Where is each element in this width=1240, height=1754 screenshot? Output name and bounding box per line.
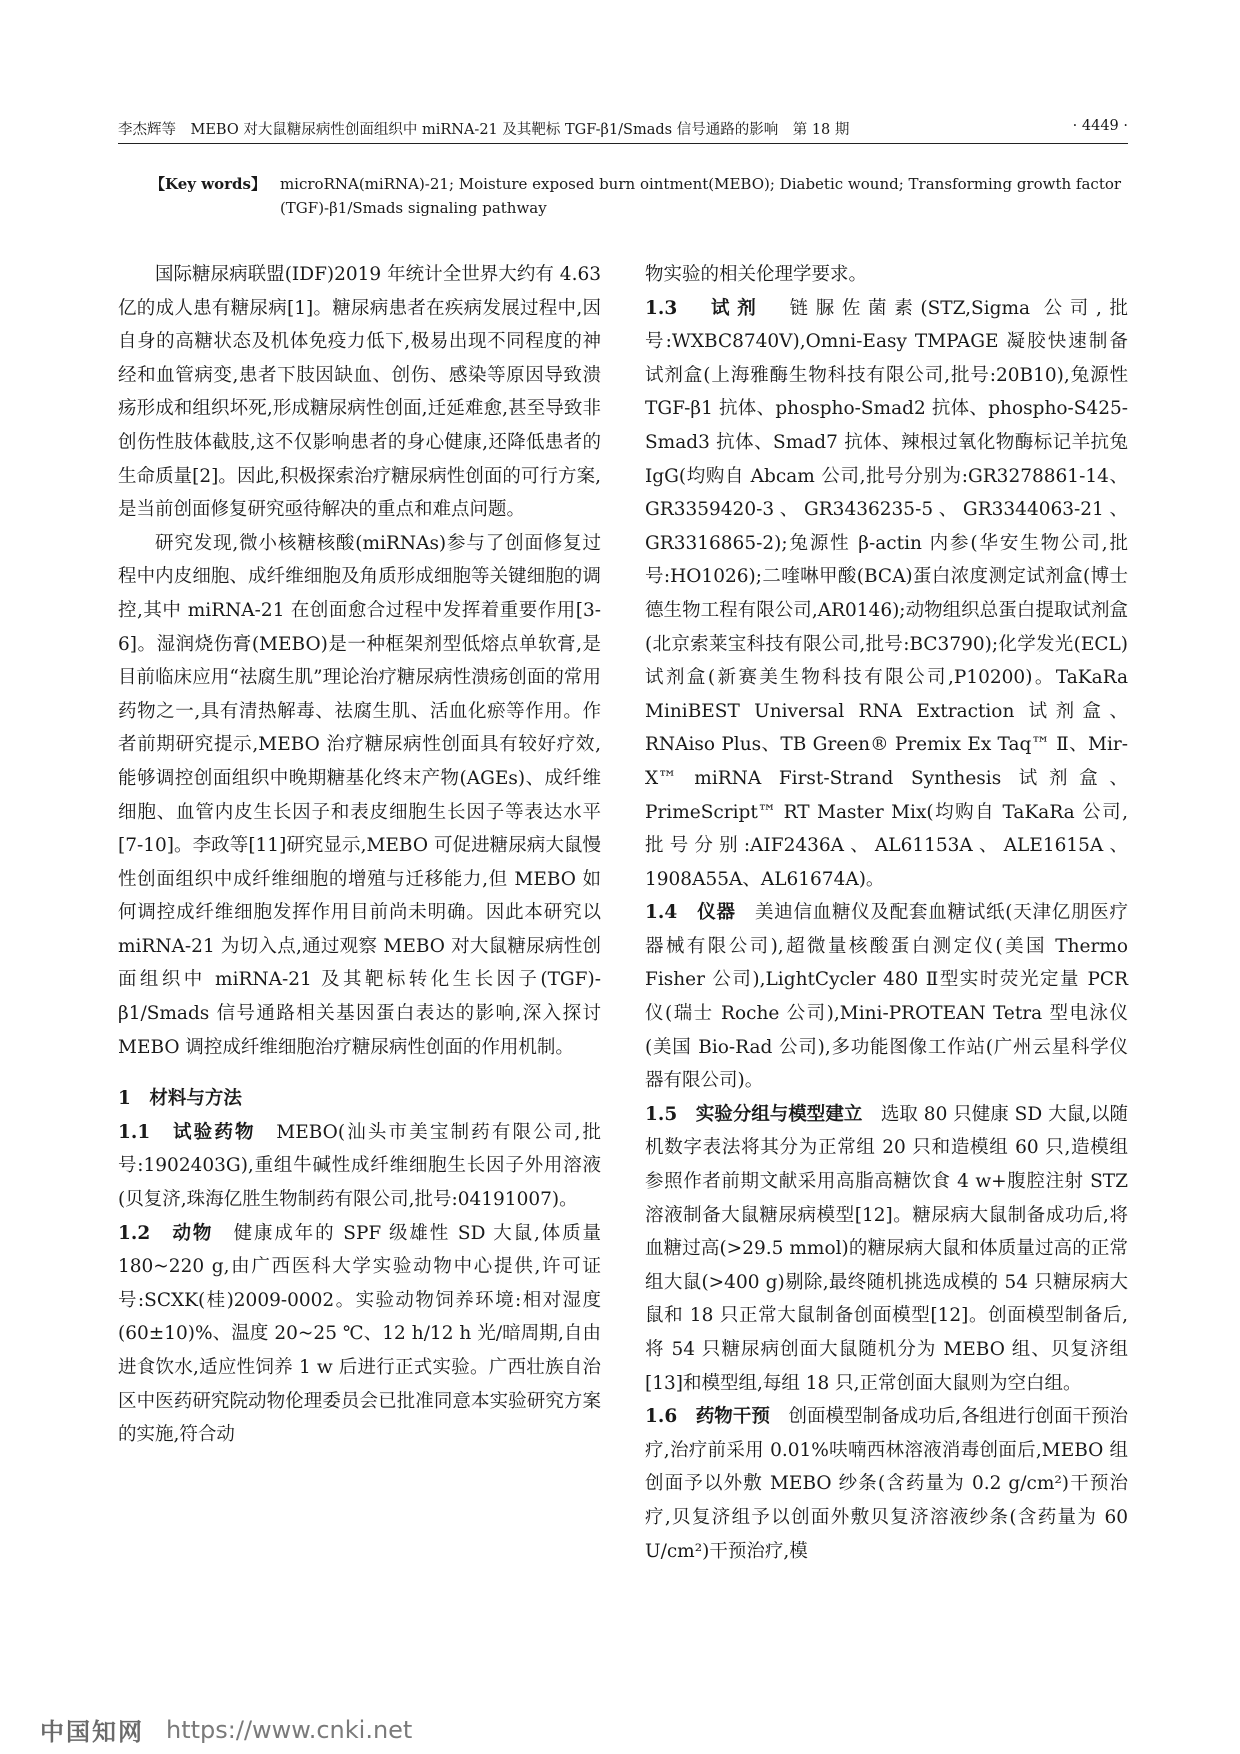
subsection-1-3 <box>645 292 1128 897</box>
keywords <box>150 172 1125 220</box>
subsection-1-3-body: 链脲佐菌素(STZ,Sigma 公司,批号:WXBC8740V),Omni-Easy TMPAGE 凝胶快速制备试剂盒(上海雅酶生物科技有限公司,批号:20B10),兔源性 TGF-β1 抗体、phospho-Smad2 抗体、phospho-S425-Smad3 抗体、Smad7 抗体、辣根过氧化物酶标记羊抗兔 IgG(均购自 Abcam 公司,批号分别为:GR3278861-14、GR3359420-3、GR3436235-5、GR3344063-21、GR3316865-2);兔源性 β-actin 内参(华安生物公司,批号:HO1026);二喹啉甲酸(BCA)蛋白浓度测定试剂盒(博士德生物工程有限公司,AR0146);动物组织总蛋白提取试剂盒(北京索莱宝科技有限公司,批号:BC3790);化学发光(ECL)试剂盒(新赛美生物科技有限公司,P10200)。TaKaRa MiniBEST Universal RNA Extraction 试剂盒、RNAiso Plus、TB Green® Premix Ex Taq™ Ⅱ、Mir-X™ miRNA First-Strand Synthesis 试剂盒、PrimeScript™ RT Master Mix(均购自 TaKaRa 公司,批号分别:AIF2436A、AL61153A、ALE1615A、1908A55A、AL61674A)。 <box>645 297 1128 890</box>
right-column <box>645 258 1128 1568</box>
running-header <box>118 118 1128 144</box>
subsection-1-1 <box>118 1116 601 1217</box>
subsection-1-1-heading: 1.1 试验药物 <box>118 1121 256 1143</box>
subsection-1-4-body: 美迪信血糖仪及配套血糖试纸(天津亿朋医疗器械有限公司),超微量核酸蛋白测定仪(美国 Thermo Fisher 公司),LightCycler 480 Ⅱ型实时荧光定量 PCR 仪(瑞士 Roche 公司),Mini-PROTEAN Tetra 型电泳仪(美国 Bio-Rad 公司),多功能图像工作站(广州云星科学仪器有限公司)。 <box>645 902 1128 1092</box>
subsection-1-6-heading: 1.6 药物干预 <box>645 1406 770 1428</box>
section-heading-methods: 1 材料与方法 <box>118 1088 242 1110</box>
header-title: 李杰辉等 MEBO 对大鼠糖尿病性创面组织中 miRNA-21 及其靶标 TGF-β1/Smads 信号通路的影响 第 18 期 <box>118 122 850 138</box>
subsection-1-4-heading: 1.4 仪器 <box>645 902 736 924</box>
subsection-1-2 <box>118 1217 601 1452</box>
page-number: · 4449 · <box>1072 118 1128 134</box>
cnki-url[interactable]: https://www.cnki.net <box>166 1715 413 1744</box>
subsection-1-5-heading: 1.5 实验分组与模型建立 <box>645 1103 863 1125</box>
subsection-1-4 <box>645 896 1128 1098</box>
subsection-1-6 <box>645 1400 1128 1568</box>
watermark-footer <box>40 1712 412 1747</box>
paragraph-intro-1: 国际糖尿病联盟(IDF)2019 年统计全世界大约有 4.63 亿的成人患有糖尿病[1]。糖尿病患者在疾病发展过程中,因自身的高糖状态及机体免疫力低下,极易出现不同程度的神经和血管病变,患者下肢因缺血、创伤、感染等原因导致溃疡形成和组织坏死,形成糖尿病性创面,迁延难愈,甚至导致非创伤性肢体截肢,这不仅影响患者的身心健康,还降低患者的生命质量[2]。因此,积极探索治疗糖尿病性创面的可行方案,是当前创面修复研究亟待解决的重点和难点问题。 <box>118 264 601 521</box>
keywords-text: microRNA(miRNA)-21; Moisture exposed burn ointment(MEBO); Diabetic wound; Transforming growth factor (TGF)-β1/Smads signaling pathway <box>279 175 1122 217</box>
subsection-1-5-body: 选取 80 只健康 SD 大鼠,以随机数字表法将其分为正常组 20 只和造模组 60 只,造模组参照作者前期文献采用高脂高糖饮食 4 w+腹腔注射 STZ 溶液制备大鼠糖尿病模型[12]。糖尿病大鼠制备成功后,将血糖过高(>29.5 mmol)的糖尿病大鼠和体质量过高的正常组大鼠(>400 g)剔除,最终随机挑选成模的 54 只糖尿病大鼠和 18 只正常大鼠制备创面模型[12]。创面模型制备后,将 54 只糖尿病创面大鼠随机分为 MEBO 组、贝复济组[13]和模型组,每组 18 只,正常创面大鼠则为空白组。 <box>645 1103 1129 1394</box>
subsection-1-3-heading: 1.3 试剂 <box>645 297 764 319</box>
left-column <box>118 258 601 1452</box>
subsection-1-2-body: 健康成年的 SPF 级雄性 SD 大鼠,体质量 180~220 g,由广西医科大学实验动物中心提供,许可证号:SCXK(桂)2009-0002。实验动物饲养环境:相对湿度(60±10)%、温度 20~25 ℃、12 h/12 h 光/暗周期,自由进食饮水,适应性饲养 1 w 后进行正式实验。广西壮族自治区中医药研究院动物伦理委员会已批准同意本实验研究方案的实施,符合动 <box>118 1222 602 1446</box>
subsection-1-5 <box>645 1098 1128 1400</box>
subsection-1-2-heading: 1.2 动物 <box>118 1222 214 1244</box>
paragraph-intro-2: 研究发现,微小核糖核酸(miRNAs)参与了创面修复过程中内皮细胞、成纤维细胞及角质形成细胞等关键细胞的调控,其中 miRNA-21 在创面愈合过程中发挥着重要作用[3-6]。湿润烧伤膏(MEBO)是一种框架剂型低熔点单软膏,是目前临床应用“祛腐生肌”理论治疗糖尿病性溃疡创面的常用药物之一,具有清热解毒、祛腐生肌、活血化瘀等作用。作者前期研究提示,MEBO 治疗糖尿病性创面具有较好疗效,能够调控创面组织中晚期糖基化终末产物(AGEs)、成纤维细胞、血管内皮生长因子和表皮细胞生长因子等表达水平[7-10]。李政等[11]研究显示,MEBO 可促进糖尿病大鼠慢性创面组织中成纤维细胞的增殖与迁移能力,但 MEBO 如何调控成纤维细胞发挥作用目前尚未明确。因此本研究以 miRNA-21 为切入点,通过观察 MEBO 对大鼠糖尿病性创面组织中 miRNA-21 及其靶标转化生长因子(TGF)-β1/Smads 信号通路相关基因蛋白表达的影响,深入探讨 MEBO 调控成纤维细胞治疗糖尿病性创面的作用机制。 <box>118 532 601 1058</box>
subsection-1-6-body: 创面模型制备成功后,各组进行创面干预治疗,治疗前采用 0.01%呋喃西林溶液消毒创面后,MEBO 组创面予以外敷 MEBO 纱条(含药量为 0.2 g/cm²)干预治疗,贝复济组予以创面外敷贝复济溶液纱条(含药量为 60 U/cm²)干预治疗,模 <box>645 1406 1129 1562</box>
subsection-1-1-body: MEBO(汕头市美宝制药有限公司,批号:1902403G),重组牛碱性成纤维细胞生长因子外用溶液(贝复济,珠海亿胜生物制药有限公司,批号:04191007)。 <box>118 1121 602 1211</box>
continuation-text: 物实验的相关伦理学要求。 <box>645 264 868 285</box>
cnki-logo: 中国知网 <box>40 1718 144 1746</box>
keywords-label: 【Key words】 <box>150 175 266 193</box>
